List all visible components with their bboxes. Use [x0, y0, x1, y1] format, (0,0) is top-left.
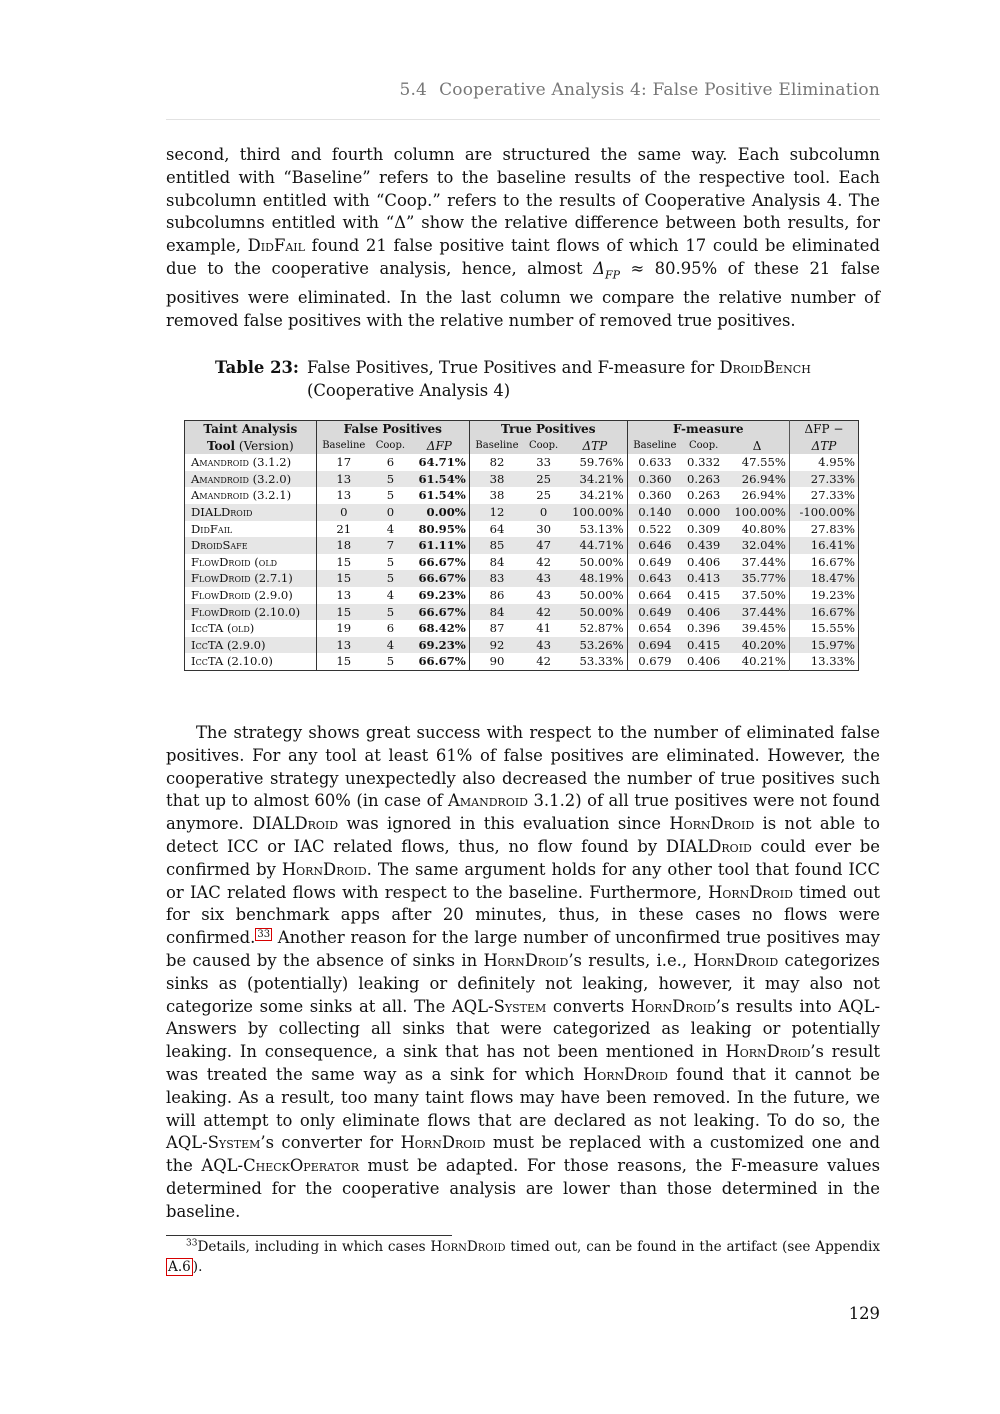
fp-delta-header: ΔFP [410, 438, 469, 455]
cell-tp-delta: 50.00% [579, 554, 624, 569]
cell-fp-coop: 6 [386, 455, 395, 470]
cell-fp-delta: 66.67% [410, 604, 469, 621]
cell-diff: 19.23% [789, 587, 858, 604]
cell-tool: IccTA (2.9.0) [185, 637, 317, 654]
table-body [185, 454, 859, 670]
cell-tp-coop: 41 [536, 621, 551, 636]
fm-baseline-header: Baseline [627, 438, 682, 455]
cell-fm-base: 0.643 [627, 570, 682, 587]
cell-tool: Amandroid (3.1.2) [191, 455, 292, 470]
cell-tp-coop: 30 [536, 521, 551, 536]
cell-fp-base: 17 [316, 454, 371, 471]
cell-fp-base: 15 [316, 653, 371, 670]
cell-fm-coop: 0.413 [682, 570, 725, 587]
tp-coop-header: Coop. [524, 438, 563, 455]
cell-fp-coop: 5 [371, 604, 410, 621]
cell-diff: 16.67% [789, 604, 858, 621]
cell-fp-base: 15 [316, 570, 371, 587]
cell-fp-coop: 5 [386, 654, 395, 669]
table-header-row [185, 421, 859, 438]
cell-fp-base: 18 [316, 537, 371, 554]
cell-diff: 27.33% [789, 487, 858, 504]
cell-fp-delta: 69.23% [418, 587, 466, 602]
cell-tool: Amandroid (3.2.0) [185, 471, 317, 488]
tp-delta-header: ΔTP [563, 438, 627, 455]
math-delta: $\Delta_{FP}$ [593, 258, 620, 282]
cell-tool: IccTA (2.10.0) [191, 654, 273, 669]
cell-diff: -100.00% [789, 504, 858, 521]
cell-tp-delta: 50.00% [579, 587, 624, 602]
cell-fp-coop: 5 [386, 488, 395, 503]
cell-tp-coop: 33 [536, 455, 551, 470]
cell-fm-coop: 0.332 [687, 455, 721, 470]
cell-diff: 4.95% [789, 454, 858, 471]
cell-tool: FlowDroid (old [191, 554, 278, 569]
cell-fm-coop: 0.396 [687, 621, 721, 636]
tp-header: True Positives [469, 421, 627, 438]
cell-fp-base: 13 [316, 637, 371, 654]
cell-fp-coop: 7 [371, 537, 410, 554]
footnote-rule [166, 1235, 452, 1236]
cell-tp-base: 12 [469, 504, 524, 521]
cell-tp-base: 85 [469, 537, 524, 554]
tp-baseline-header: Baseline [469, 438, 524, 455]
cell-tp-base: 84 [469, 604, 524, 621]
cell-fm-base: 0.694 [627, 637, 682, 654]
cell-tp-coop: 43 [536, 587, 551, 602]
cell-fm-base: 0.360 [627, 471, 682, 488]
cell-fm-coop: 0.263 [682, 471, 725, 488]
cell-fm-base: 0.649 [627, 554, 682, 571]
cell-fm-delta: 37.44% [725, 604, 789, 621]
cell-fp-base: 15 [316, 604, 371, 621]
diff-subheader: ΔTP [789, 438, 858, 455]
cell-fm-delta: 26.94% [725, 471, 789, 488]
page-number: 129 [848, 1304, 880, 1323]
cell-fp-delta: 80.95% [418, 521, 466, 536]
cell-tp-coop: 43 [524, 637, 563, 654]
cell-fp-coop: 4 [386, 587, 395, 602]
cell-tool: FlowDroid (2.9.0) [191, 587, 293, 602]
cell-fm-base: 0.633 [627, 454, 682, 471]
cell-fp-base: 0 [316, 504, 371, 521]
table-row [185, 471, 859, 488]
table-row [185, 637, 859, 654]
section-number: 5.4 [399, 80, 428, 100]
cell-fp-base: 21 [316, 521, 371, 538]
cell-fp-coop: 5 [371, 471, 410, 488]
cell-tp-coop: 42 [536, 554, 551, 569]
cell-tp-base: 92 [469, 637, 524, 654]
cell-fm-delta: 32.04% [725, 537, 789, 554]
cell-fm-base: 0.140 [627, 504, 682, 521]
cell-fm-delta: 40.20% [725, 637, 789, 654]
cell-fm-base: 0.649 [627, 604, 682, 621]
cell-tp-delta: 48.19% [563, 570, 627, 587]
cell-tp-delta: 53.13% [579, 521, 624, 536]
cell-tp-coop: 0 [524, 504, 563, 521]
cell-fm-delta: 26.94% [741, 488, 786, 503]
cell-fp-base: 19 [316, 620, 371, 637]
cell-tool: FlowDroid (2.10.0) [185, 604, 317, 621]
cell-fm-base: 0.360 [627, 487, 682, 504]
cell-tp-base: 90 [469, 653, 524, 670]
cell-tool: DidFail [191, 521, 233, 536]
table-row [185, 604, 859, 621]
table-caption [215, 356, 855, 402]
cell-tp-base: 38 [469, 487, 524, 504]
cell-fp-coop: 4 [371, 637, 410, 654]
tool-subheader: Tool (Version) [185, 438, 317, 455]
cell-fm-base: 0.522 [627, 521, 682, 538]
fp-baseline-header: Baseline [316, 438, 371, 455]
cell-fp-delta: 66.67% [410, 570, 469, 587]
table-row [185, 570, 859, 587]
cell-fm-base: 0.654 [627, 620, 682, 637]
cell-tp-base: 86 [469, 587, 524, 604]
cell-fm-coop: 0.439 [682, 537, 725, 554]
cell-fp-delta: 0.00% [410, 504, 469, 521]
cell-fm-coop: 0.406 [687, 554, 721, 569]
cell-fp-base: 13 [316, 587, 371, 604]
cell-fm-coop: 0.406 [682, 604, 725, 621]
appendix-link[interactable]: A.6 [168, 1258, 191, 1275]
cell-tp-coop: 42 [524, 604, 563, 621]
cell-diff: 15.55% [789, 620, 858, 637]
cell-fm-delta: 40.80% [741, 521, 786, 536]
cell-fm-base: 0.646 [627, 537, 682, 554]
cell-tp-coop: 42 [536, 654, 551, 669]
cell-tp-base: 87 [469, 620, 524, 637]
cell-tp-delta: 100.00% [563, 504, 627, 521]
fp-coop-header: Coop. [371, 438, 410, 455]
table-row [185, 554, 859, 571]
cell-fp-delta: 68.42% [418, 621, 466, 636]
paragraph-intro: second, third and fourth column are structured the same way. Each subcolumn entitled with “Baseline” refers to the baseline results of the respective tool. Each subcolumn entitled with “Coop.” refers to the results of Cooperative Analysis 4. The subcolumns entitled with “Δ” show the relative difference between both results, for example, DidFail found 21 false positive taint flows of which 17 could be eliminated due to the cooperative analysis, hence, almost $\Delta_{FP} \approx 80.95\%$ of these 21 false positives were eliminated. In the last column we compare the relative number of removed false positives with the relative number of removed true positives. [166, 145, 881, 330]
tool-header: Taint Analysis [185, 421, 317, 438]
cell-fm-coop: 0.406 [687, 654, 721, 669]
cell-tool: DIALDroid [185, 504, 317, 521]
running-header [166, 80, 880, 100]
cell-tp-delta: 53.33% [579, 654, 624, 669]
cell-fm-coop: 0.415 [682, 637, 725, 654]
cell-tp-base: 84 [469, 554, 524, 571]
cell-tp-base: 64 [469, 521, 524, 538]
cell-tp-delta: 50.00% [563, 604, 627, 621]
fm-delta-header: Δ [725, 438, 789, 455]
cell-tp-delta: 34.21% [579, 488, 624, 503]
table-row [185, 454, 859, 471]
cell-diff: 27.33% [789, 471, 858, 488]
cell-fp-delta: 61.54% [410, 471, 469, 488]
cell-fm-coop: 0.415 [687, 587, 721, 602]
cell-fp-delta: 64.71% [418, 455, 466, 470]
cell-fp-delta: 69.23% [410, 637, 469, 654]
cell-fp-delta: 66.67% [418, 654, 466, 669]
cell-fp-coop: 5 [386, 554, 395, 569]
section-title: Cooperative Analysis 4: False Positive Elimination [439, 80, 880, 100]
tool-name: DidFail [247, 236, 305, 256]
caption-text: False Positives, True Positives and F-measure for DroidBench (Cooperative Analysis 4) [306, 358, 811, 400]
footnote: $^{33}$Details, including in which cases HornDroid timed out, can be found in the artifact (see Appendix A.6 ). [168, 1238, 881, 1275]
cell-tool: Amandroid (3.2.1) [191, 488, 292, 503]
cell-tp-base: 83 [469, 570, 524, 587]
cell-tp-coop: 25 [536, 488, 551, 503]
table-row [185, 620, 859, 637]
cell-fm-coop: 0.309 [687, 521, 721, 536]
cell-tp-delta: 44.71% [563, 537, 627, 554]
cell-tp-base: 38 [469, 471, 524, 488]
cell-fm-delta: 35.77% [725, 570, 789, 587]
cell-fp-coop: 6 [386, 621, 395, 636]
table-row [185, 487, 859, 504]
cell-fp-coop: 5 [371, 570, 410, 587]
cell-tp-coop: 43 [524, 570, 563, 587]
cell-fm-coop: 0.263 [687, 488, 721, 503]
cell-tp-delta: 34.21% [563, 471, 627, 488]
cell-fm-delta: 37.50% [741, 587, 786, 602]
cell-fp-coop: 0 [371, 504, 410, 521]
cell-fp-delta: 61.11% [410, 537, 469, 554]
cell-diff: 13.33% [789, 653, 858, 670]
cell-fm-base: 0.679 [627, 653, 682, 670]
table-row [185, 653, 859, 670]
cell-diff: 18.47% [789, 570, 858, 587]
cell-fp-base: 15 [316, 554, 371, 571]
table-row [185, 521, 859, 538]
cell-fm-base: 0.664 [627, 587, 682, 604]
cell-tp-delta: 59.76% [579, 455, 624, 470]
cell-tp-delta: 52.87% [579, 621, 624, 636]
cell-tp-coop: 47 [524, 537, 563, 554]
cell-fp-coop: 4 [386, 521, 395, 536]
header-rule [166, 119, 880, 120]
cell-fp-delta: 66.67% [418, 554, 466, 569]
caption-label: Table 23: [215, 358, 299, 377]
cell-fp-base: 13 [316, 471, 371, 488]
results-table [184, 420, 859, 671]
cell-fp-delta: 61.54% [418, 488, 466, 503]
fm-coop-header: Coop. [682, 438, 725, 455]
fp-header: False Positives [316, 421, 469, 438]
cell-tool: DroidSafe [185, 537, 317, 554]
cell-tp-base: 82 [469, 454, 524, 471]
diff-header: ΔFP − [789, 421, 858, 438]
fm-header: F-measure [627, 421, 789, 438]
cell-tool: FlowDroid (2.7.1) [185, 570, 317, 587]
cell-fm-delta: 100.00% [725, 504, 789, 521]
table-row [185, 504, 859, 521]
cell-tp-coop: 25 [524, 471, 563, 488]
cell-diff: 16.67% [789, 554, 858, 571]
cell-fm-coop: 0.000 [682, 504, 725, 521]
cell-diff: 15.97% [789, 637, 858, 654]
cell-fm-delta: 39.45% [741, 621, 786, 636]
cell-diff: 16.41% [789, 537, 858, 554]
cell-fm-delta: 47.55% [741, 455, 786, 470]
cell-fm-delta: 40.21% [741, 654, 786, 669]
cell-tp-delta: 53.26% [563, 637, 627, 654]
table-row [185, 537, 859, 554]
paragraph-discussion: The strategy shows great success with respect to the number of eliminated false positives. For any tool at least 61% of false positives are eliminated. However, the cooperative strategy unexpectedly also decreased the number of true positives such that up to almost 60% (in case of Amandroid 3.1.2) of all true positives were not found anymore. DIALDroid was ignored in this evaluation since HornDroid is not able to detect ICC or IAC related flows, thus, no flow found by DIALDroid could ever be confirmed by HornDroid. The same argument holds for any other tool that found ICC or IAC related flows with respect to the baseline. Furthermore, HornDroid timed out for six benchmark apps after 20 minutes, thus, in these cases no flows were confirmed. $^{33}$ Another reason for the large number of unconfirmed true positives may be caused by the absence of sinks in HornDroid’s results, i.e., HornDroid categorizes sinks as (potentially) leaking or definitely not leaking, however, it may also not categorize some sinks at all. The AQL-System converts HornDroid’s results into AQL-Answers by collecting all sinks that were categorized as leaking or potentially leaking. In consequence, a sink that has not been mentioned in HornDroid’s result was treated the same way as a sink for which HornDroid found that it cannot be leaking. As a result, too many taint flows may have been removed. In the future, we will attempt to only eliminate flows that are declared as not leaking. To do so, the AQL-System’s converter for HornDroid must be replaced with a customized one and the AQL-CheckOperator must be adapted. For those reasons, the F-measure values determined for the cooperative analysis are lower than those determined in the baseline. [166, 723, 881, 1221]
table-subheader-row [185, 438, 859, 455]
footnote-marker[interactable]: 33 [257, 928, 271, 940]
cell-diff: 27.83% [789, 521, 858, 538]
table-row [185, 587, 859, 604]
cell-fm-delta: 37.44% [741, 554, 786, 569]
cell-tool: IccTA (old) [191, 621, 255, 636]
cell-fp-base: 13 [316, 487, 371, 504]
